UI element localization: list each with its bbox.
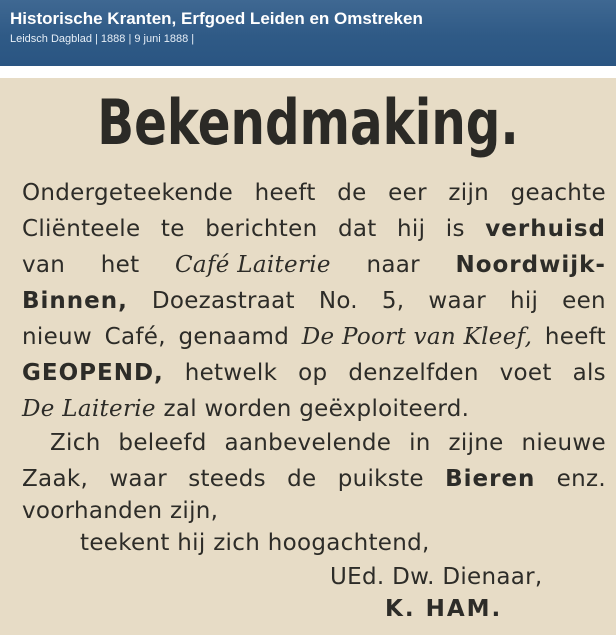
word: hij [177,530,206,556]
word: naar [366,252,420,278]
article-line [22,178,606,208]
word: Café, [104,324,166,350]
signature-line [330,562,543,592]
word: zich [213,530,261,556]
article-line [22,250,606,280]
word: 5, [381,288,405,314]
emphasis-word: verhuisd [485,216,606,242]
word: op [298,360,328,386]
word: geëxploiteerd. [299,396,470,422]
word: enz. [556,466,606,492]
article-heading: Bekendmaking. [97,86,519,159]
article-line [80,528,430,558]
word: heeft [254,180,316,206]
article-line [22,214,606,244]
word: voorhanden [22,498,163,524]
article-line [22,496,218,526]
article-line [22,322,606,352]
word: Zich [50,430,101,456]
word: beleefd [118,430,207,456]
word: genaamd [178,324,290,350]
word: waar [109,466,167,492]
word: geachte [510,180,606,206]
article-line [22,464,606,494]
word: Ondergeteekende [22,180,234,206]
emphasis-word: Binnen, [22,288,128,314]
word: Dienaar, [442,564,543,590]
word: zal [163,396,197,422]
header-spacer [0,66,616,78]
collection-title[interactable]: Historische Kranten, Erfgoed Leiden en Omstreken [10,9,423,28]
word: van [22,252,66,278]
word: nieuwe [521,430,606,456]
word: Zaak, [22,466,89,492]
word: puikste [337,466,424,492]
word: berichten [205,216,318,242]
article-line [50,428,606,458]
italic-phrase: De Laiterie [22,396,156,422]
signature-name: K. HAM. [385,596,503,622]
word: waar [428,288,486,314]
word: dat [337,216,377,242]
word: Dw. [392,564,435,590]
word: Cliënteele [22,216,141,242]
article-line [22,286,606,316]
newspaper-clipping [0,78,616,635]
word: teekent [80,530,170,556]
emphasis-word: GEOPEND, [22,360,164,386]
italic-phrase: Café Laiterie [175,252,331,278]
word: No. [318,288,358,314]
word: zijn, [170,498,219,524]
word: UEd. [330,564,385,590]
emphasis-word: Noordwijk- [455,252,606,278]
word: een [562,288,606,314]
word: de [337,180,367,206]
word: is [445,216,465,242]
emphasis-word: Bieren [445,466,536,492]
word: zijne [448,430,504,456]
article-line [22,394,469,424]
word: heeft [544,324,606,350]
word: als [572,360,606,386]
breadcrumb[interactable]: Leidsch Dagblad | 1888 | 9 juni 1888 | [10,33,195,45]
article-line [22,358,606,388]
italic-phrase: De Poort van Kleef, [301,324,533,350]
word: hij [397,216,426,242]
word: denzelfden [348,360,479,386]
word: steeds [188,466,266,492]
word: voet [499,360,552,386]
word: zijn [448,180,490,206]
word: hoogachtend, [267,530,430,556]
viewer-header [0,0,616,66]
word: hetwelk [184,360,278,386]
word: Doezastraat [151,288,295,314]
word: hij [509,288,539,314]
word: worden [204,396,292,422]
word: aanbevelende [224,430,392,456]
word: nieuw [22,324,93,350]
word: het [100,252,140,278]
word: eer [388,180,427,206]
word: in [409,430,431,456]
word: te [160,216,185,242]
word: de [287,466,317,492]
